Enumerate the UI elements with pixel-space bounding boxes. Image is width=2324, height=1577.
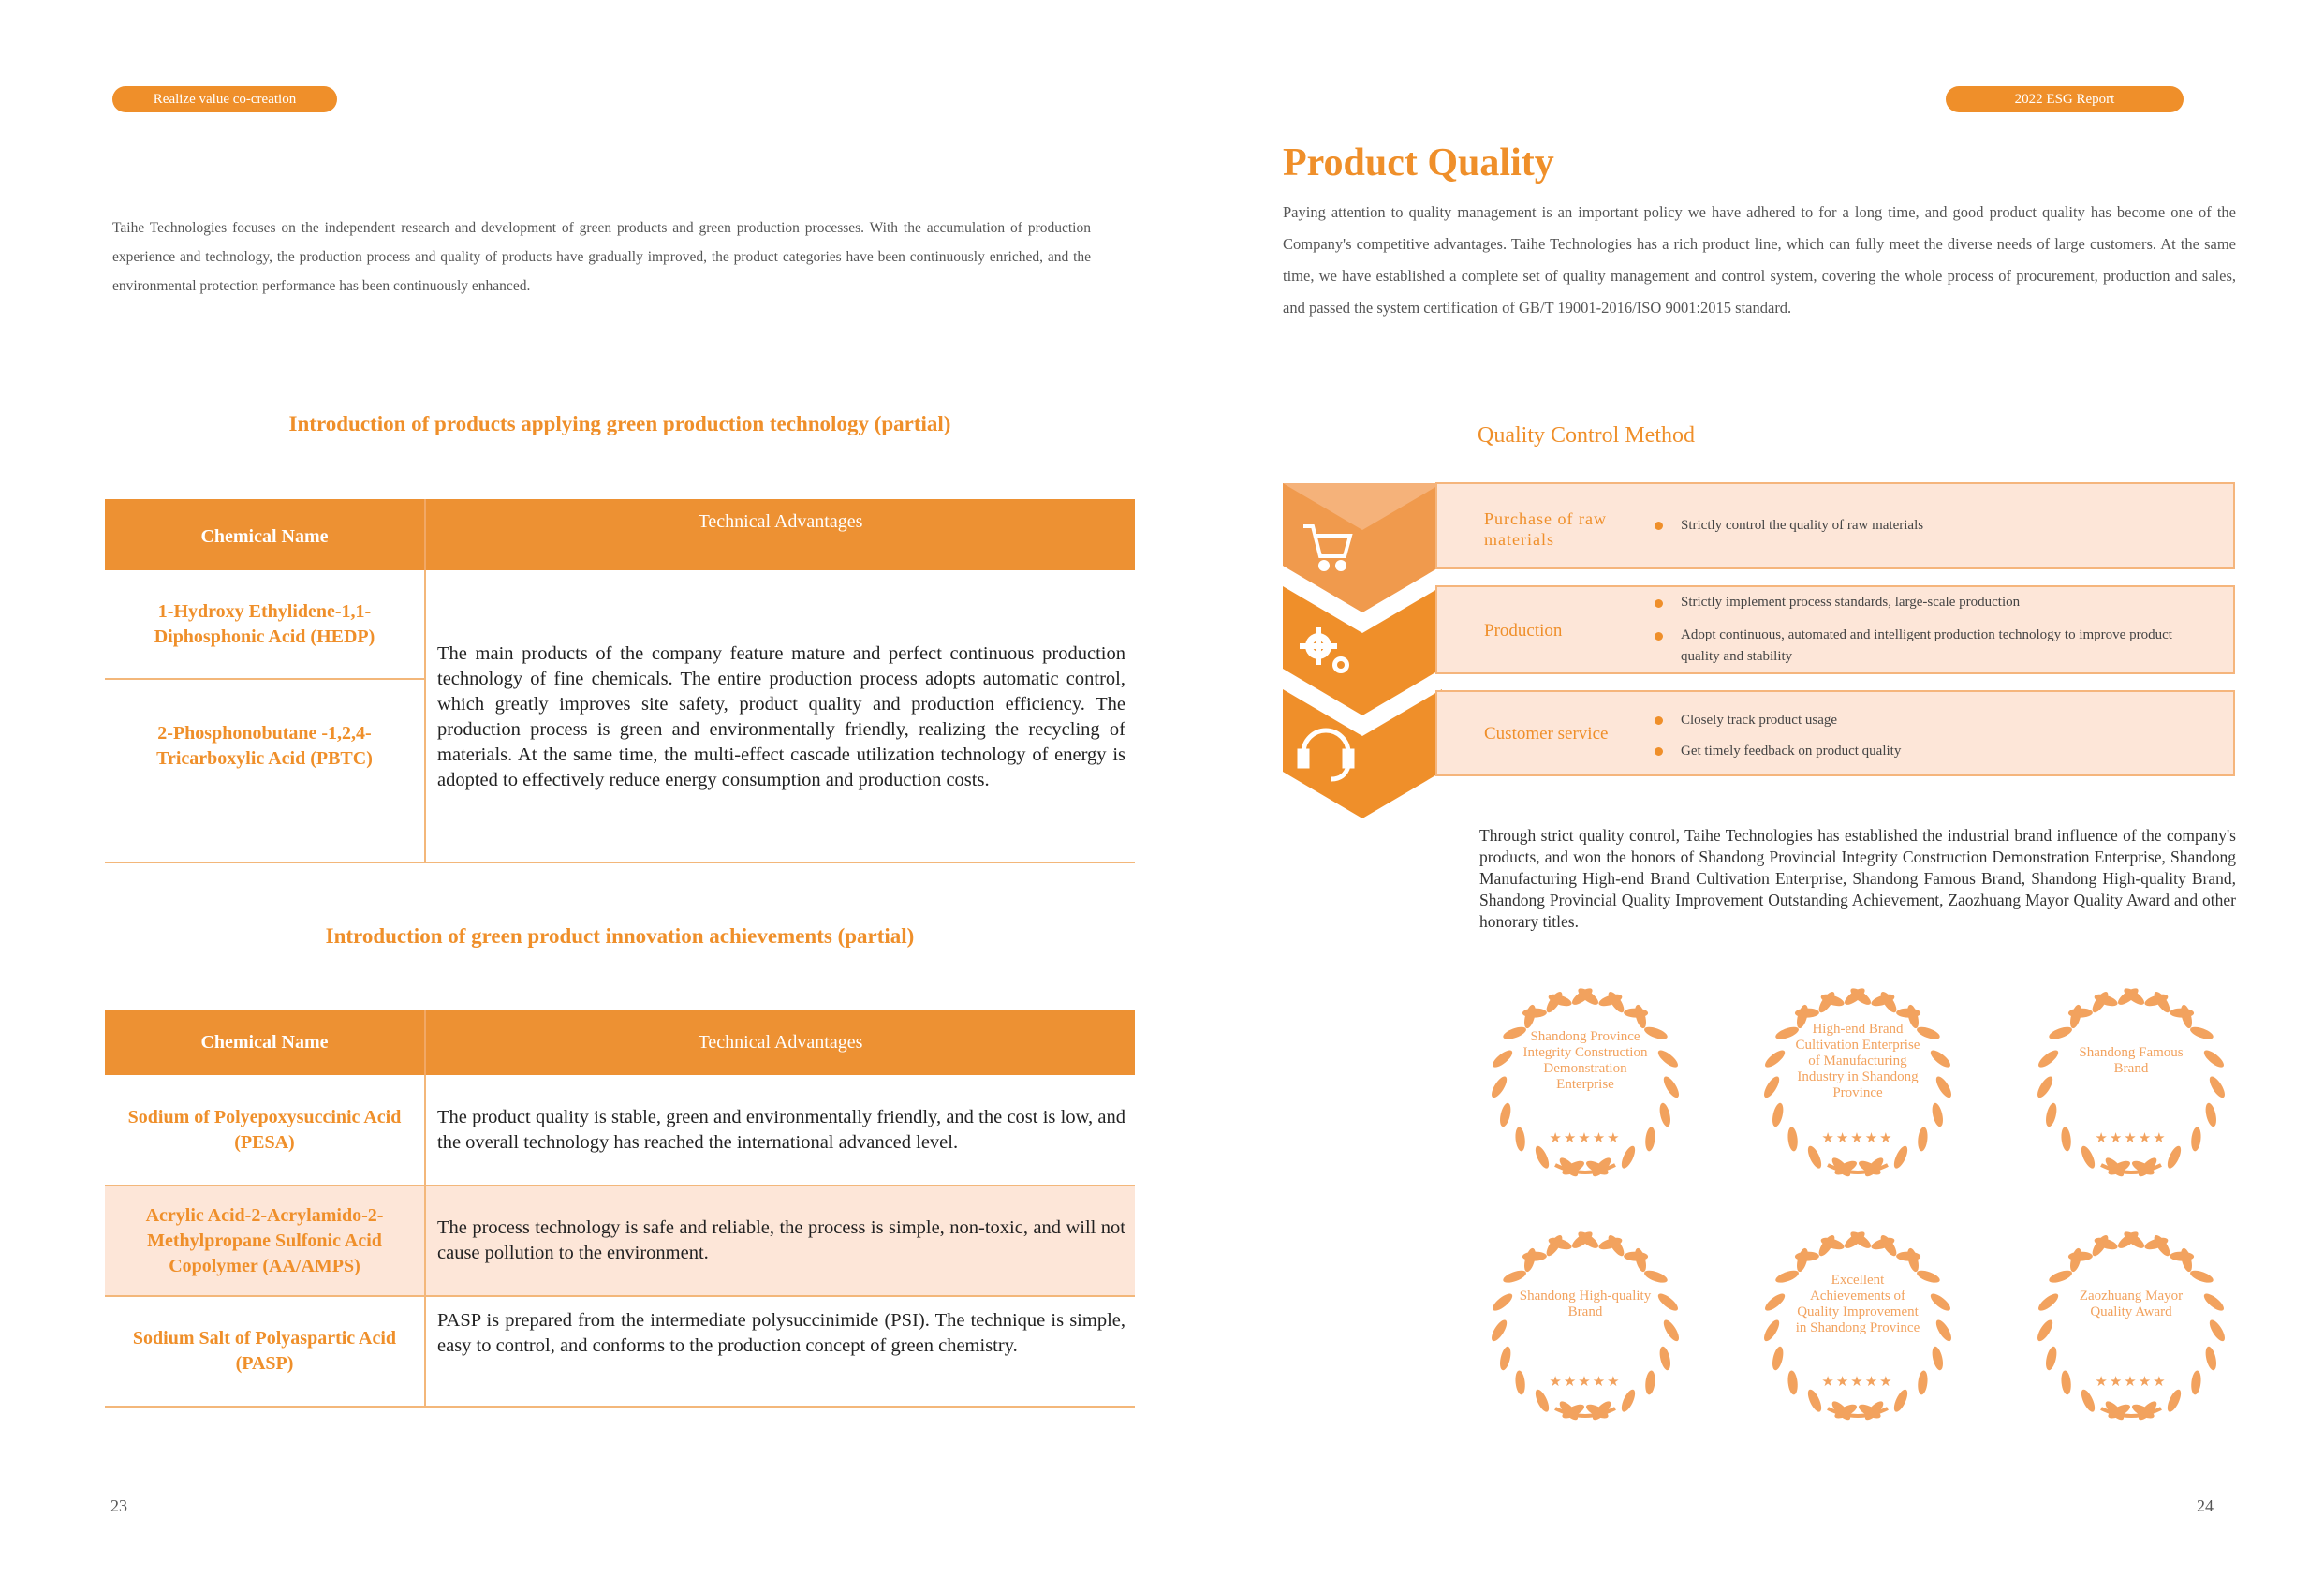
table1-advantage-text: The main products of the company feature mature and perfect continuous production technology of fine chemicals. The entire production process adopts automatic control, which greatly improves site safety, product quality and production efficiency. The production process is green and environmentally friendly, realizing the recycling of materials. At the same time, the multi-effect cascade utilization technology of energy is adopted to effectively reduce energy consumption and production costs.: [425, 570, 1135, 862]
award-title: Zaozhuang Mayor Quality Award: [2079, 1289, 2184, 1319]
award-title: Shandong Famous Brand: [2079, 1045, 2184, 1076]
award-stars: ★★★★★: [1549, 1131, 1622, 1146]
qc-step-customer-service: [1435, 690, 2235, 776]
page-number-right: 24: [2197, 1496, 2214, 1515]
bullet-icon: [1655, 716, 1663, 725]
award-title: Shandong High-quality Brand: [1519, 1289, 1652, 1319]
report-tag: 2022 ESG Report: [1946, 86, 2184, 112]
award-title: Shandong Province Integrity Construction Demonstration Enterprise: [1522, 1029, 1648, 1092]
award-stars: ★★★★★: [1821, 1131, 1894, 1146]
bullet-icon: [1655, 632, 1663, 641]
qc-step-production: [1435, 585, 2235, 674]
qc-step-item: Closely track product usage: [1681, 713, 1838, 728]
award-badge: [1755, 1225, 1961, 1431]
award-stars: ★★★★★: [1821, 1375, 1894, 1390]
quality-process-graphic: [1283, 481, 1442, 828]
table-row: [105, 1296, 1135, 1407]
qc-step-label: Customer service: [1484, 724, 1609, 744]
qc-step-label: Production: [1484, 621, 1563, 641]
table2-row3-adv: PASP is prepared from the intermediate polysuccinimide (PSI). The technique is simple, easy to control, and conforms to the production concept of green chemistry.: [425, 1296, 1135, 1407]
table2-row2-adv: The process technology is safe and reliable, the process is simple, non-toxic, and will not cause pollution to the environment.: [425, 1186, 1135, 1296]
award-badge: [1482, 1225, 1688, 1431]
table2-title: Introduction of green product innovation achievements (partial): [325, 924, 915, 948]
table1-title: Introduction of products applying green production technology (partial): [288, 412, 951, 435]
award-badge: [2028, 1225, 2234, 1431]
award-stars: ★★★★★: [1549, 1375, 1622, 1390]
bullet-icon: [1655, 747, 1663, 756]
bullet-icon: [1655, 522, 1663, 530]
product-quality-paragraph: Paying attention to quality management is an important policy we have adhered to for a long time, and good product quality has become one of the Company's competitive advantages. Taihe Technologies has a rich product line, which can fully meet the diverse needs of large customers. At the same time, we have established a complete set of quality management and control system, covering the whole process of procurement, production and sales, and passed the system certification of GB/T 19001-2016/ISO 9001:2015 standard.: [1283, 203, 2236, 317]
col-header-chemical-name: Chemical Name: [105, 1010, 425, 1075]
left-intro-paragraph: Taihe Technologies focuses on the independent research and development of green products and green production processes. With the accumulation of production experience and technology, the production process and quality of products have gradually improved, the product categories have been continuously enriched, and the environmental protection performance has been continuously enhanced.: [112, 220, 1091, 294]
award-badge: [1755, 981, 1961, 1187]
col-header-technical-advantages: Technical Advantages: [425, 1010, 1135, 1075]
award-badge: [1482, 981, 1688, 1187]
award-stars: ★★★★★: [2095, 1375, 2168, 1390]
qc-step-item: Get timely feedback on product quality: [1681, 744, 1902, 759]
quality-control-title: Quality Control Method: [1478, 423, 1695, 448]
award-stars: ★★★★★: [2095, 1131, 2168, 1146]
qc-step-item: Adopt continuous, automated and intelligent production technology to improve product quality and stability: [1681, 627, 2172, 664]
section-tag: Realize value co-creation: [112, 86, 337, 112]
table1-row1-name: 1-Hydroxy Ethylidene-1,1-Diphosphonic Acid (HEDP): [105, 570, 425, 679]
col-header-technical-advantages: Technical Advantages: [425, 499, 1135, 570]
bullet-icon: [1655, 599, 1663, 608]
table2-row3-name: Sodium Salt of Polyaspartic Acid (PASP): [105, 1296, 425, 1407]
page-title: Product Quality: [1283, 141, 1554, 184]
table2-row1-adv: The product quality is stable, green and environmentally friendly, and the cost is low, and the overall technology has reached the international advanced level.: [425, 1075, 1135, 1186]
award-title: High-end Brand Cultivation Enterprise of Manufacturing Industry in Shandong Province: [1795, 1021, 1920, 1100]
qc-step-item: Strictly implement process standards, large-scale production: [1681, 595, 2021, 610]
honors-paragraph: Through strict quality control, Taihe Technologies has established the industrial brand influence of the company's products, and won the honors of Shandong Provincial Integrity Construction Demonstration Enterprise, Shandong Manufacturing High-end Brand Cultivation Enterprise, Shandong Famous Brand, Shandong High-quality Brand, Shandong Provincial Quality Improvement Outstanding Achievement, Zaozhuang Mayor Quality Award and other honorary titles.: [1479, 826, 2236, 931]
award-badge: [2028, 981, 2234, 1187]
green-innovation-table: [105, 1010, 1135, 1408]
qc-step-label: Purchase of raw materials: [1484, 509, 1607, 549]
page-number-left: 23: [110, 1496, 127, 1515]
table-row: [105, 1186, 1135, 1296]
table2-row1-name: Sodium of Polyepoxysuccinic Acid (PESA): [105, 1075, 425, 1186]
award-title: Excellent Achievements of Quality Improvement in Shandong Province: [1795, 1273, 1920, 1335]
green-production-table: [105, 499, 1135, 863]
table-row: [105, 1075, 1135, 1186]
qc-step-item: Strictly control the quality of raw materials: [1681, 518, 1924, 533]
col-header-chemical-name: Chemical Name: [105, 499, 425, 570]
qc-step-purchase: [1435, 482, 2235, 569]
table2-row2-name: Acrylic Acid-2-Acrylamido-2-Methylpropane Sulfonic Acid Copolymer (AA/AMPS): [105, 1186, 425, 1296]
table1-row2-name: 2-Phosphonobutane -1,2,4-Tricarboxylic Acid (PBTC): [105, 679, 425, 862]
